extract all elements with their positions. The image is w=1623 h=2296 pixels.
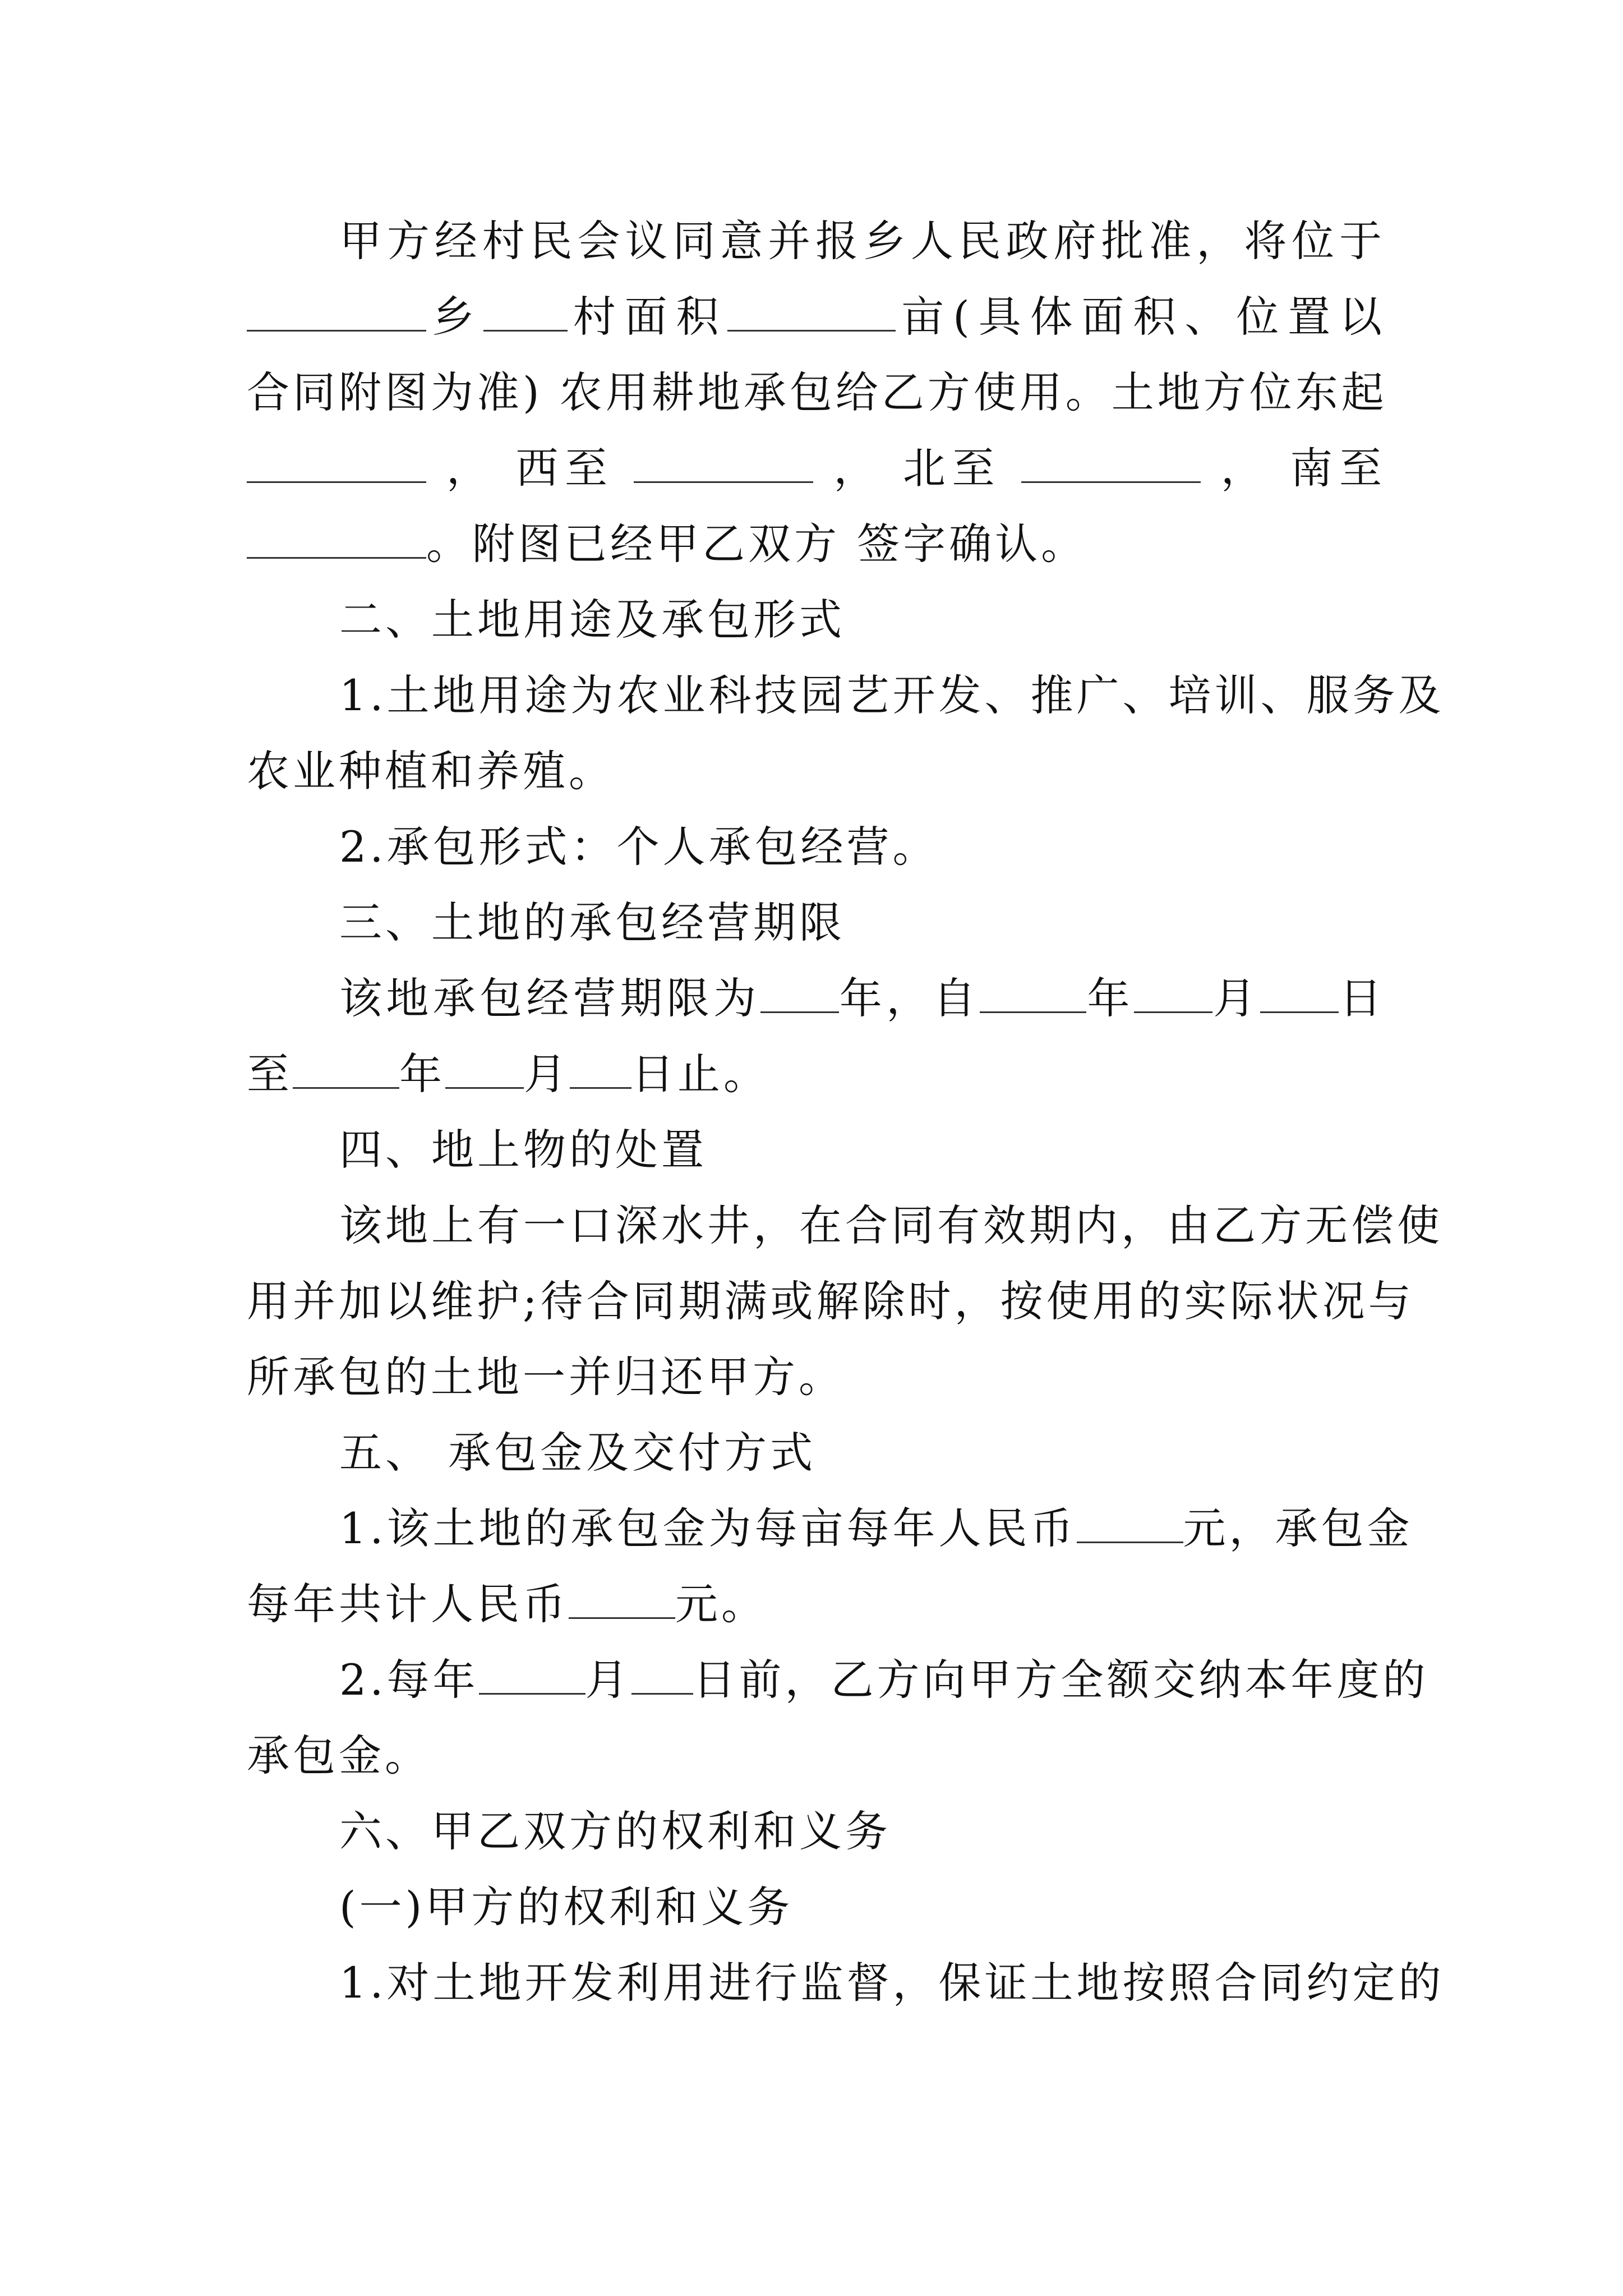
text: 村面积 (567, 292, 728, 342)
paragraph-line (339, 1495, 1413, 1562)
text: 日止。 (631, 1049, 769, 1099)
paragraph-line (247, 283, 1385, 351)
text: 1.该土地的承包金为每亩每年人民币 (339, 1503, 1077, 1553)
paragraph-line (339, 1949, 1445, 2017)
fill-blank[interactable] (570, 1051, 631, 1089)
section-heading (339, 1419, 1385, 1487)
fill-blank[interactable] (293, 1051, 399, 1089)
text: 。附图已经甲乙双方 签字确认。 (426, 519, 1087, 569)
text: 该地承包经营期限为 (339, 973, 760, 1023)
fill-blank[interactable] (445, 1051, 524, 1089)
fill-blank[interactable] (247, 445, 426, 483)
fill-blank[interactable] (483, 294, 568, 332)
paragraph-line (339, 1192, 1443, 1259)
text: 2.每年 (339, 1655, 479, 1705)
text: 五、 承包金及交付方式 (339, 1428, 817, 1478)
subsection-heading (339, 1874, 1385, 1941)
fill-blank[interactable] (479, 1657, 585, 1695)
section-heading (339, 1116, 1385, 1184)
paragraph-line (247, 359, 1385, 426)
text: 该地上有一口深水井，在合同有效期内，由乙方无偿使 (339, 1200, 1443, 1250)
text: 甲方经村民会议同意并报乡人民政府批准，将位于 (339, 216, 1385, 266)
paragraph-line (247, 1343, 1385, 1411)
paragraph-line (339, 662, 1445, 729)
paragraph-line (247, 738, 1385, 805)
paragraph-line (247, 1268, 1414, 1335)
text: 南至 (1290, 443, 1385, 493)
text: 1.土地用途为农业科技园艺开发、推广、培训、服务及 (339, 670, 1445, 720)
paragraph-line (247, 510, 1385, 578)
fill-blank[interactable] (247, 294, 426, 332)
section-heading (339, 1798, 1385, 1865)
text: 月 (585, 1655, 631, 1705)
paragraph-line (247, 1041, 1385, 1108)
text: 月 (524, 1049, 570, 1099)
text: 北至 (902, 443, 1002, 493)
section-heading (339, 586, 1385, 654)
text: 日前，乙方向甲方全额交纳本年度的 (693, 1655, 1429, 1705)
fill-blank[interactable] (631, 1657, 693, 1695)
paragraph-line (339, 965, 1385, 1032)
fill-blank[interactable] (1077, 1506, 1183, 1543)
fill-blank[interactable] (569, 1581, 675, 1619)
text: 乡 (426, 292, 483, 342)
text: 农业种植和养殖。 (247, 746, 615, 796)
text: 元。 (675, 1579, 767, 1629)
fill-blank[interactable] (980, 976, 1086, 1013)
text: 2.承包形式：个人承包经营。 (339, 822, 939, 872)
text: (一)甲方的权利和义务 (339, 1882, 794, 1932)
paragraph-line (247, 435, 1385, 502)
text: 年 (399, 1049, 445, 1099)
section-heading (339, 889, 1385, 956)
paragraph-line (339, 208, 1385, 275)
text: 用并加以维护;待合同期满或解除时，按使用的实际状况与 (247, 1276, 1414, 1326)
text: ， (1220, 443, 1270, 493)
paragraph-line (247, 1722, 1385, 1789)
text: 六、甲乙双方的权利和义务 (339, 1806, 891, 1856)
fill-blank[interactable] (1134, 976, 1212, 1013)
text: 每年共计人民币 (247, 1579, 569, 1629)
text: ， (833, 443, 883, 493)
text: 亩(具体面积、位置以 (896, 292, 1386, 342)
text: 西至 (515, 443, 614, 493)
text: 所承包的土地一并归还甲方。 (247, 1352, 845, 1402)
text: 月 (1212, 973, 1260, 1023)
paragraph-line (339, 813, 1385, 881)
text: 年 (1086, 973, 1134, 1023)
fill-blank[interactable] (247, 521, 426, 559)
text: 二、土地用途及承包形式 (339, 595, 845, 645)
fill-blank[interactable] (1260, 976, 1339, 1013)
text: 日 (1338, 973, 1386, 1023)
text: ， (446, 443, 496, 493)
fill-blank[interactable] (727, 294, 896, 332)
paragraph-line (247, 1571, 1385, 1638)
text: 三、土地的承包经营期限 (339, 898, 845, 947)
text: 合同附图为准) 农用耕地承包给乙方使用。土地方位东起 (247, 367, 1387, 417)
text: 四、地上物的处置 (339, 1125, 707, 1175)
text: 1.对土地开发利用进行监督，保证土地按照合同约定的 (339, 1958, 1445, 2008)
paragraph-line (339, 1646, 1429, 1714)
text: 承包金。 (247, 1731, 431, 1780)
text: 至 (247, 1049, 293, 1099)
text: 元，承包金 (1183, 1503, 1413, 1553)
fill-blank[interactable] (634, 445, 813, 483)
fill-blank[interactable] (1021, 445, 1201, 483)
fill-blank[interactable] (760, 976, 839, 1013)
text: 年，自 (838, 973, 980, 1023)
